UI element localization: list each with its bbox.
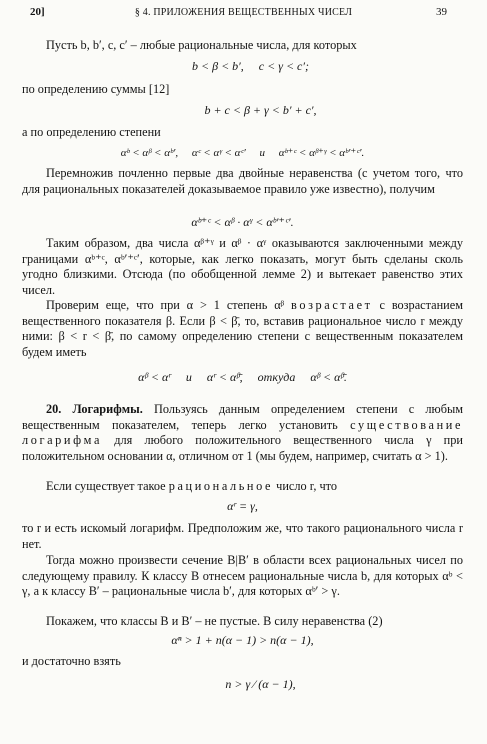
text-run: для любого положительного вещественного числа γ при положительном основании α, отличном от 1 (мы будем, например, считать α > 1). <box>22 433 463 463</box>
paragraph: Пусть b, b′, c, c′ – любые рациональные числа, для которых <box>46 38 357 52</box>
paragraph <box>22 479 463 495</box>
formula: αʳ = γ, <box>227 499 258 513</box>
paragraph: Покажем, что классы B и B′ – не пустые. В силу неравенства (2) <box>46 614 383 628</box>
formula: αᵝ < αʳ и αʳ < αᵝ̄, откуда αᵝ < αᵝ̄. <box>138 370 347 384</box>
page-number: 39 <box>436 6 447 18</box>
running-title: § 4. ПРИЛОЖЕНИЯ ВЕЩЕСТВЕННЫХ ЧИСЕЛ <box>134 7 353 18</box>
text-run: Если существует такое <box>46 479 166 493</box>
text-run: Пользуясь данным определением степени с любым вещественным показателем, теперь легко установить <box>22 402 464 432</box>
paragraph: по определению суммы [12] <box>22 82 170 96</box>
formula: n > γ ⁄ (α − 1), <box>225 677 296 691</box>
paragraph: Таким образом, два числа αᵝ⁺ᵞ и αᵝ · αᵞ оказываются заключенными между границами αᵇ⁺ᶜ, αᵇ′⁺ᶜ′, которые, как легко показать, могут быть сделаны сколь угодно близкими. Отсюда (по обобщенной лемме 2) и вытекает равенство этих чисел. <box>22 236 463 297</box>
paragraph: то r и есть искомый логарифм. Предположим же, что такого рационального числа r нет. <box>22 521 463 551</box>
text-run: с возрастанием вещественного показателя β. Если β < β̄, то, вставив рациональное число r между ними: β < r < β̄, по самому определению степени с вещественным показателем будем иметь <box>22 298 463 359</box>
text-run: Проверим еще, что при α > 1 степень αᵝ <box>46 298 285 312</box>
text-run: число r, что <box>276 479 338 493</box>
section-20-paragraph <box>22 402 463 464</box>
section-heading: 20. Логарифмы. <box>46 402 143 416</box>
formula: b + c < β + γ < b′ + c′, <box>204 103 317 117</box>
spaced-emphasis: рациональное <box>168 479 274 493</box>
section-number: 20] <box>30 6 45 18</box>
formula: αᵇ < αᵝ < αᵇ′, αᶜ < αᵞ < αᶜ′ и αᵇ⁺ᶜ < αᵝ⁺ᵞ < αᵇ′⁺ᶜ′. <box>120 147 365 159</box>
formula: αᵇ⁺ᶜ < αᵝ · αᵞ < αᵇ′⁺ᶜ′. <box>191 215 294 229</box>
paragraph: и достаточно взять <box>22 654 121 668</box>
running-header <box>0 6 487 24</box>
paragraph: а по определению степени <box>22 125 161 139</box>
spaced-emphasis: возрастает <box>291 298 373 312</box>
paragraph <box>22 298 463 360</box>
formula: αⁿ > 1 + n(α − 1) > n(α − 1), <box>171 633 314 647</box>
spaced-emphasis: существование логарифма <box>22 417 464 447</box>
paragraph: Перемножив почленно первые два двойные неравенства (с учетом того, что для рациональных показателей доказываемое правило уже известно), получим <box>22 166 463 196</box>
paragraph: Тогда можно произвести сечение B|B′ в области всех рациональных чисел по следующему правилу. К классу B отнесем рациональные числа b, для которых αᵇ < γ, а к классу B′ – рациональные числа b′, для которых αᵇ′ > γ. <box>22 553 463 598</box>
formula: b < β < b′, c < γ < c′; <box>192 59 309 73</box>
